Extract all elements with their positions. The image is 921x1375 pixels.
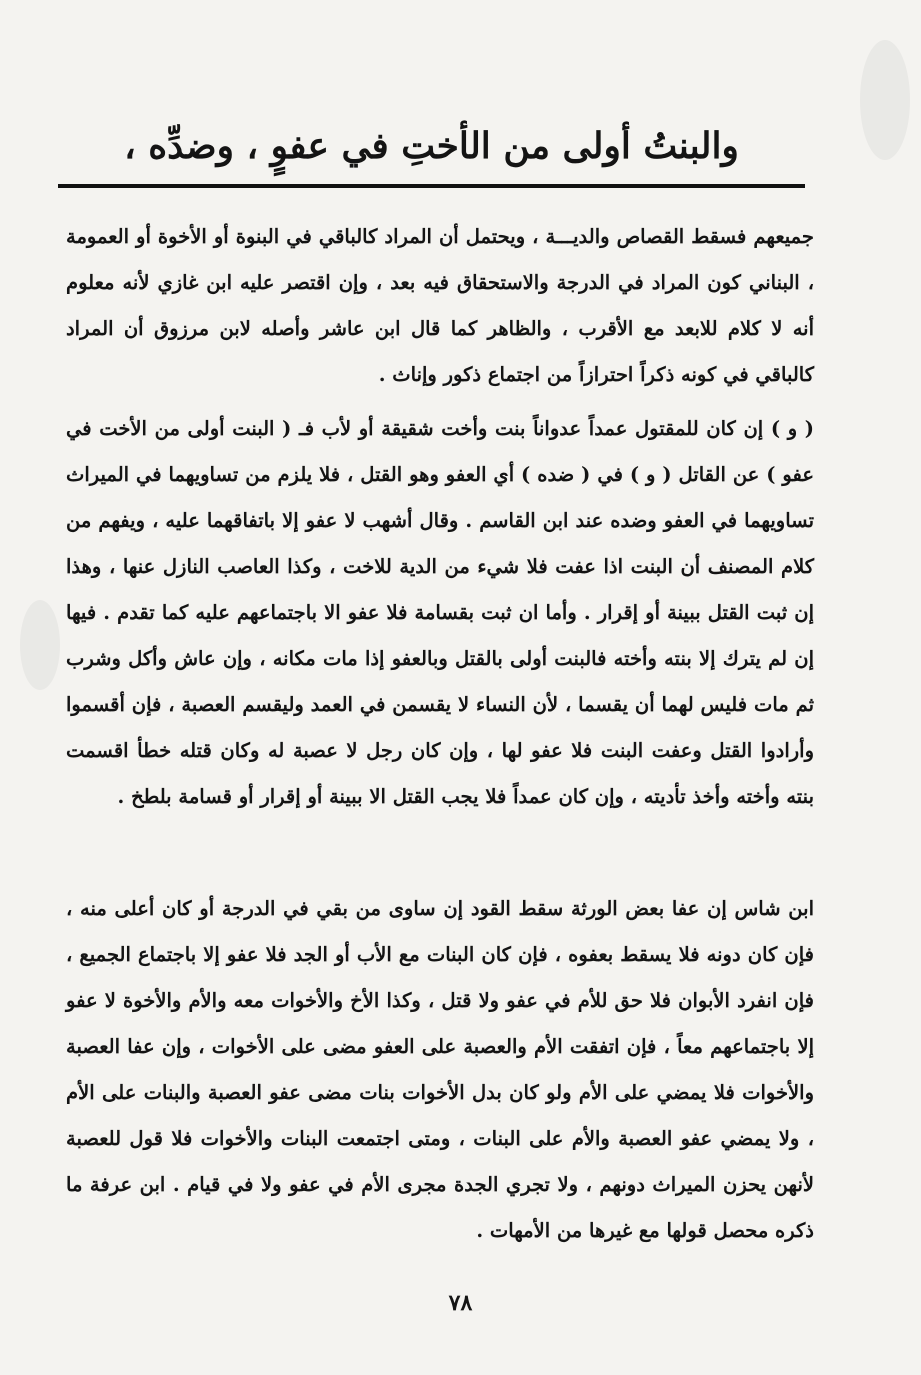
chapter-header <box>58 108 805 184</box>
paragraph-2: ( و ) إن كان للمقتول عمداً عدواناً بنت وأخت شقيقة أو لأب فـ ( البنت أولى من الأخت في عفو ) عن القاتل ( و ) في ( ضده ) أي العفو وهو القتل ، فلا يلزم من تساويهما في الميراث تساويهما في العفو وضده عند ابن القاسم . وقال أشهب لا عفو إلا باتفاقهما عليه ، ويفهم من كلام المصنف أن البنت اذا عفت فلا شيء من الدية للاخت ، وكذا العاصب النازل عنها ، وهذا إن ثبت القتل ببينة أو إقرار . وأما ان ثبت بقسامة فلا عفو الا باجتماعهم عليه كما تقدم . فيها إن لم يترك إلا بنته وأخته فالبنت أولى بالقتل وبالعفو إذا مات مكانه ، وإن عاش وأكل وشرب ثم مات فليس لهما أن يقسما ، لأن النساء لا يقسمن في العمد وليقسم العصبة ، فإن أقسموا وأرادوا القتل وعفت البنت فلا عفو لها ، وإن كان رجل لا عصبة له وكان قتله خطأ اقسمت بنته وأخته وأخذ تأديته ، وإن كان عمداً فلا يجب القتل الا ببينة أو إقرار أو قسامة بلطخ . <box>66 417 814 808</box>
paragraph-3: ابن شاس إن عفا بعض الورثة سقط القود إن ساوى من بقي في الدرجة أو كان أعلى منه ، فإن كان دونه فلا يسقط بعفوه ، فإن كان البنات مع الأب أو الجد فلا عفو إلا باجتماع الجميع ، فإن انفرد الأبوان فلا حق للأم في عفو ولا قتل ، وكذا الأخ والأخوات معه والأم والأخوة لا عفو إلا باجتماعهم معاً ، فإن اتفقت الأم والعصبة على العفو مضى على الأخوات ، وإن عفا العصبة والأخوات فلا يمضي على الأم ولو كان بدل الأخوات بنات مضى عفو العصبة والبنات على الأم ، ولا يمضي عفو العصبة والأم على البنات ، ومتى اجتمعت البنات والأخوات فلا قول للعصبة لأنهن يحزن الميراث دونهم ، ولا تجري الجدة مجرى الأم في عفو ولا في قيام . ابن عرفة ما ذكره محصل قولها مع غيرها من الأمهات . <box>66 897 814 1242</box>
page-title: والبنتُ أولى من الأختِ في عفوٍ ، وضدِّه ، <box>124 125 739 167</box>
header-divider <box>58 184 805 188</box>
page-number: ٧٨ <box>448 1290 473 1316</box>
paper-stain <box>860 40 910 160</box>
paper-stain <box>20 600 60 690</box>
paragraph-1: جميعهم فسقط القصاص والديـــة ، ويحتمل أن المراد كالباقي في البنوة أو الأخوة أو العمومة ، البناني كون المراد في الدرجة والاستحقاق فيه بعد ، وإن اقتصر عليه ابن غازي لأنه معلوم أنه لا كلام للابعد مع الأقرب ، والظاهر كما قال ابن عاشر وأصله لابن مرزوق أن المراد كالباقي في كونه ذكراً احترازاً من اجتماع ذكور وإناث . <box>66 225 814 386</box>
